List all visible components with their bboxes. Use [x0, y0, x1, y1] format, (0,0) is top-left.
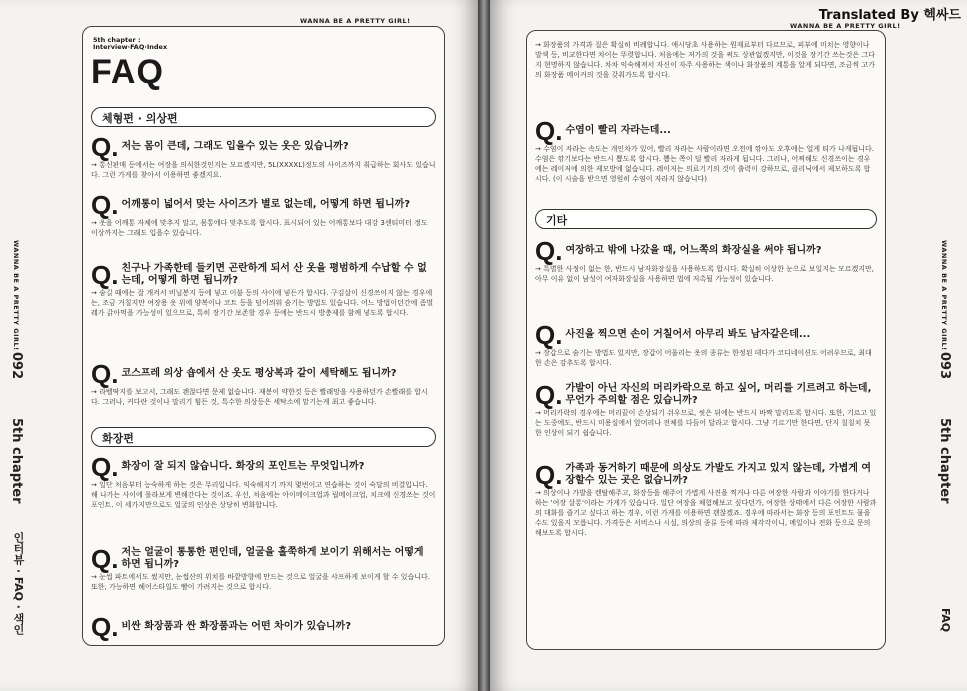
q-icon: Q. — [91, 260, 119, 290]
answer: → 수염이 자라는 속도는 개인차가 있어, 빨리 자라는 사람이라면 오전에 깎아도 오후에는 얼게 티가 나게됩니다. 수염은 깎기보다는 반드시 뽑도록 합시다. 뽑는 쪽이 덜 빨리 자라게 됩니다. 그러나, 어찌해도 신경쓰이는 경우에는 레이저에 의한 제모방에 없습니다. 레이저는 의료기기의 것이 출력이 강하므로, 클리닉에서 제모하도록 합시다. (이 시술을 받으면 영원히 수염이 자라지 않습니다) — [535, 145, 874, 183]
chapter-label: 5th chapter : Interview·FAQ·Index — [93, 36, 168, 51]
q-icon: Q. — [535, 116, 563, 146]
question: 여장하고 밖에 나갔을 때, 어느쪽의 화장실을 써야 됩니까? — [565, 245, 822, 256]
faq-item — [91, 190, 436, 238]
question: 어깨통이 넓어서 맞는 사이즈가 별로 없는데, 어떻게 하면 됩니까? — [121, 199, 411, 210]
answer-continued — [535, 39, 877, 80]
side-series-title: WANNA BE A PRETTY GIRL! — [940, 240, 948, 351]
question: 사진을 찍으면 손이 거칠어서 아무리 봐도 남자같은데... — [565, 329, 811, 340]
question: 가발이 아닌 자신의 머리카락으로 하고 싶어, 머리를 기르려고 하는데, 무언가 주의할 점은 있습니까? — [565, 383, 872, 406]
book-gutter — [478, 0, 490, 691]
page-header: WANNA BE A PRETTY GIRL! — [300, 17, 411, 25]
answer: → 숨길 때에는 잘 개켜서 비닐봉지 등에 넣고 이불 등의 사이에 넣든가 합시다. 구김살이 신경쓰이지 않는 경우에는, 조금 거칠지만 여장용 옷 위에 양복이나 코트 등을 덮어씌워 숨기는 방법도 있습니다. 어느 방법이던간에 좀벌레가 갉아먹을 가능성이 있으므로, 특히 장기간 보존할 경우 등에는 반드시 방충제를 함께 넣도록 합시다. — [91, 289, 434, 317]
side-series-title: WANNA BE A PRETTY GIRL! — [12, 240, 20, 351]
faq-item — [535, 236, 877, 284]
answer: → 화장품의 가격과 질은 확실히 비례합니다. 애시당초 사용하는 원재료부터 다르므로, 피부에 미치는 영향이나 발색 등, 비교한다면 차이는 뚜렷합니다. 처음에는 저가의 것을 써도 상관없겠지만, 이것을 장기간 쓰는것은 그다지 현명하지 않습니다. 차차 익숙해져서 자신이 자주 사용하는 색이나 화장품의 계통을 알게 되다면, 조금씩 고가의 화장품 메이커의 것을 갖춰가도록 합시다. — [535, 41, 875, 79]
faq-item — [535, 380, 877, 438]
faq-item — [535, 320, 877, 368]
translator-credit: Translated By 헥싸드 — [818, 8, 961, 23]
page-number: 092 — [9, 352, 24, 380]
faq-item — [91, 359, 436, 407]
question: 코스프레 의상 숍에서 산 옷도 평상복과 같이 세탁해도 됩니까? — [121, 368, 397, 379]
question: 비싼 화장품과 싼 화장품과는 어떤 차이가 있습니까? — [121, 621, 352, 632]
answer: → 일단 처음부터 능숙하게 하는 것은 무리입니다. 익숙해지기 까지 몇번이고 연습하는 것이 숙달의 비결입니다. 해 나가는 사이에 몰라보게 변해간다는 것이죠. 우선, 처음에는 아이메이크업과 립메이크업, 치크에 신경쓰는 것이 포인트. 이 세가지만으로도 얼굴의 인상은 상당히 변화합니다. — [91, 481, 436, 509]
question: 저는 몸이 큰데, 그래도 입을수 있는 옷은 있습니까? — [121, 141, 349, 152]
content-frame — [82, 26, 445, 646]
faq-item — [91, 260, 436, 318]
page-header: WANNA BE A PRETTY GIRL! — [790, 22, 901, 30]
faq-item — [91, 452, 436, 510]
section-heading: 기타 — [535, 209, 877, 229]
q-icon: Q. — [91, 544, 119, 574]
answer: → 장갑으로 숨기는 방법도 있지만, 장갑이 어울리는 옷의 종류는 한정된 데다가 코디네이션도 어려우므로, 최대한 손은 감추도록 합시다. — [535, 349, 872, 367]
section-heading: 화장편 — [91, 427, 436, 447]
side-chapter-label: 5th chapter — [9, 418, 24, 504]
question: 저는 얼굴이 통통한 편인데, 얼굴을 홀쭉하게 보이기 위해서는 어떻게 하면 됩니까? — [121, 547, 424, 570]
answer: → 특별한 사정이 없는 한, 반드시 남자화장실을 사용하도록 합시다. 확실히 이상한 눈으로 보일지는 모르겠지만, 아무 이유 없이 남성이 여자화장실을 사용하면 법에 저촉될 가능성이 있습니다. — [535, 265, 874, 283]
q-icon: Q. — [535, 380, 563, 410]
answer: → 통신판매 등에서는 여장을 의식한것인지는 모르겠지만, 5L(XXXXL)정도의 사이즈까지 취급하는 회사도 있습니다. 그런 가게를 찾아서 이용하면 좋겠지요. — [91, 161, 436, 179]
page-title: FAQ — [91, 53, 164, 91]
q-icon: Q. — [91, 190, 119, 220]
answer: → 의상이나 가발을 렌탈해주고, 화장등을 해주어 가볍게 사진을 찍거나 다른 여장한 사람과 이야기를 한다거나 하는 '여장 살롱'이라는 가게가 있습니다. 일단 여장을 체험해보고 싶다던가, 여장한 상태에서 다른 여장한 사람과의 대화를 즐기고 싶다고 하는 경우, 이런 가게를 이용하면 괜찮겠죠. 경우에 따라서는 화장 등의 포인트도 물을 수도 있을지 모릅니다. 가격등은 서비스나 시설, 의상의 종류 등에 따라 제각각이니, 메일이나 전화 등으로 문의해보도록 합시다. — [535, 489, 877, 537]
question: 화장이 잘 되지 않습니다. 화장의 포인트는 무엇입니까? — [121, 461, 365, 472]
right-page — [490, 0, 967, 691]
q-icon: Q. — [91, 132, 119, 162]
q-icon: Q. — [91, 612, 119, 642]
answer: → 옷을 어깨통 자체에 맞추지 말고, 몸통에다 맞추도록 합시다. 표시되어 있는 어깨통보다 대강 3센티미터 정도 이상까지는 그래도 입을수 있습니다. — [91, 219, 428, 237]
q-icon: Q. — [91, 452, 119, 482]
faq-item — [91, 132, 436, 180]
side-subtitle: 인터뷰 · FAQ · 색인 — [12, 532, 25, 635]
q-icon: Q. — [535, 236, 563, 266]
question: 가족과 동거하기 때문에 의상도 가발도 가지고 있지 않는데, 가볍게 여장할수 있는 곳은 없습니까? — [565, 463, 872, 486]
q-icon: Q. — [91, 359, 119, 389]
q-icon: Q. — [535, 320, 563, 350]
side-subtitle: FAQ — [939, 608, 952, 633]
answer: → 눈썹 파트에서도 썼지만, 눈썹산의 위치를 바깥방향에 만드는 것으로 얼굴을 샤프하게 보이게 할 수 있습니다. 또한, 가능하면 헤어스타일도 빰이 가려지는 것으로 합시다. — [91, 573, 430, 591]
question: 수염이 빨리 자라는데... — [565, 125, 671, 136]
left-page — [0, 0, 478, 691]
faq-item — [91, 544, 436, 592]
section-heading: 체형편 · 의상편 — [91, 107, 436, 127]
faq-item — [535, 460, 877, 538]
q-icon: Q. — [535, 460, 563, 490]
faq-item — [535, 116, 877, 184]
faq-item — [91, 612, 436, 642]
question: 친구나 가족한테 들키면 곤란하게 되서 산 옷을 평범하게 수납할 수 없는데, 어떻게 하면 됩니까? — [121, 263, 427, 286]
page-number: 093 — [937, 352, 952, 380]
side-chapter-label: 5th chapter — [937, 418, 952, 504]
answer: → 머리카락의 경우에는 머리끝이 손상되기 쉬우므로, 씻은 뒤에는 반드시 바짝 말리도록 합시다. 또한, 기르고 있는 도중에도, 반드시 미용실에서 앞머리나 전체를 다듬어 달라고 합시다. 그냥 기르기만 한다면, 단지 칠칠치 못한 인상이 되기 쉽습니다. — [535, 409, 877, 437]
answer: → 라벨딱지를 보고서, 그래도 괜찮다면 문제 없습니다. 재봉이 약한것 등은 빨래망을 사용하던가 손빨래를 합시다. 그러나, 커다란 것이나 말리기 힘든 것, 특수한 의상등은 세탁소에 맡기는게 최고 좋습니다. — [91, 388, 428, 406]
content-frame — [526, 30, 886, 650]
